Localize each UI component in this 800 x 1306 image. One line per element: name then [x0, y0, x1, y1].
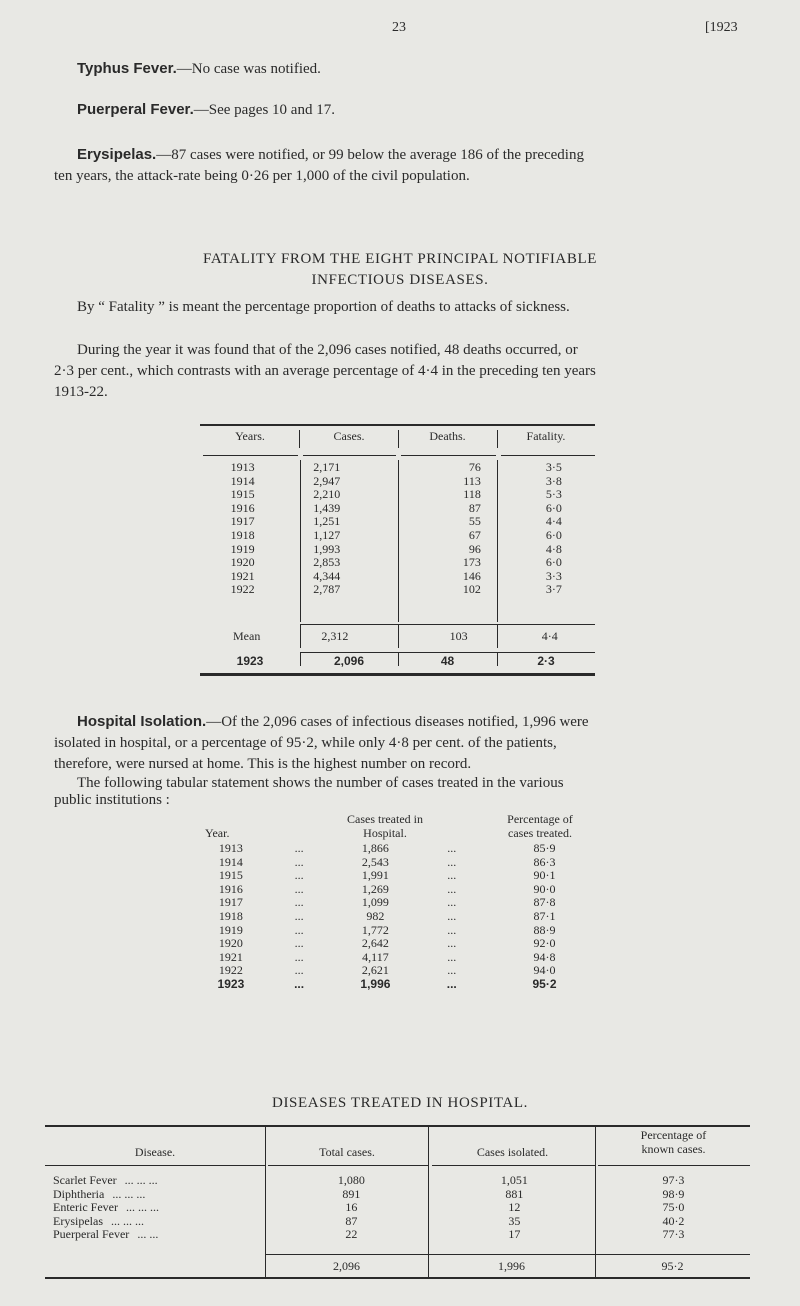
diseases-section-title: DISEASES TREATED IN HOSPITAL. [272, 1095, 528, 1111]
diseases-table-row: Scarlet Fever ... ... ... 1,080 1,051 97·3 [53, 1173, 685, 1187]
institutions-table-row: 1920 ... 2,642 ... 92·0 [218, 936, 556, 951]
header-cases-line2: Hospital. [363, 826, 407, 840]
diseases-total-row: 2,096 1,996 95·2 [333, 1259, 684, 1273]
fatality-definition: By “ Fatality ” is meant the percentage proportion of deaths to attacks of sickness. [77, 299, 570, 315]
typhus-heading: Typhus Fever. [77, 60, 177, 77]
fatality-total-row: 1923 2,096 48 2·3 [236, 654, 555, 668]
col-header-years: Years. [235, 429, 265, 443]
typhus-text: —No case was notified. [176, 61, 321, 77]
fatality-table-row: 1918 1,127 67 6·0 [230, 527, 562, 542]
fatality-summary-line1: During the year it was found that of the 2,096 cases notified, 48 deaths occurred, or [77, 342, 578, 358]
institutions-table-row: 1915 ... 1,991 ... 90·1 [218, 868, 556, 883]
fatality-title-line2: INFECTIOUS DISEASES. [311, 272, 489, 288]
institutions-table-row: 1922 ... 2,621 ... 94·0 [218, 963, 556, 978]
fatality-table-row: 1916 1,439 87 6·0 [230, 500, 562, 515]
diseases-col-disease: Disease. [134, 1145, 176, 1159]
puerperal-paragraph [77, 99, 757, 121]
institutions-table-row: 1919 ... 1,772 ... 88·9 [218, 922, 556, 937]
report-year: [1923 [705, 20, 738, 35]
fatality-summary-line3: 1913-22. [54, 384, 108, 400]
diseases-col-isolated: Cases isolated. [476, 1145, 549, 1159]
fatality-table-row: 1921 4,344 146 3·3 [230, 568, 562, 583]
erysipelas-text-line2: ten years, the attack-rate being 0·26 per 1,000 of the civil population. [54, 168, 470, 184]
col-header-fatality: Fatality. [526, 429, 566, 443]
institutions-intro: The following tabular statement shows the number of cases treated in the various public institutions : [54, 775, 564, 808]
fatality-section-title [0, 249, 800, 291]
header-pct-line1: Percentage of [507, 812, 573, 826]
diseases-table-row: Enteric Fever ... ... ... 16 12 75·0 [53, 1200, 685, 1215]
institutions-table-row: 1917 ... 1,099 ... 87·8 [218, 895, 556, 910]
header-year: Year. [205, 826, 230, 840]
erysipelas-paragraph [54, 144, 774, 187]
diseases-table-row: Puerperal Fever ... ... 22 17 77·3 [53, 1227, 685, 1242]
fatality-title-line1: FATALITY FROM THE EIGHT PRINCIPAL NOTIFIABLE [203, 251, 597, 267]
diseases-col-percentage: Percentage of known cases. [640, 1128, 707, 1156]
header-pct-line2: cases treated. [508, 826, 572, 840]
fatality-table-row: 1919 1,993 96 4·8 [230, 541, 562, 556]
hospital-isolation-heading: Hospital Isolation. [77, 713, 207, 730]
fatality-table-row: 1915 2,210 118 5·3 [230, 487, 562, 502]
fatality-table-row: 1913 2,171 76 3·5 [230, 460, 562, 474]
institutions-table-row: 1921 ... 4,117 ... 94·8 [218, 949, 556, 964]
hospital-isolation-paragraph: Hospital Isolation.—Of the 2,096 cases of infectious diseases notified, 1,996 were isolated in hospital, or a percentage of 95·2, while only 4·8 per cent. of the patients, therefore, were nursed at home. This is the highest number on record. [54, 713, 589, 772]
col-header-deaths: Deaths. [429, 429, 466, 443]
erysipelas-text-line1: —87 cases were notified, or 99 below the average 186 of the preceding [156, 147, 584, 163]
col-header-cases: Cases. [333, 429, 365, 443]
institutions-table-row: 1914 ... 2,543 ... 86·3 [218, 854, 556, 869]
fatality-table-row: 1920 2,853 173 6·0 [230, 555, 562, 570]
institutions-table-row: 1913 ... 1,866 ... 85·9 [218, 841, 556, 855]
puerperal-heading: Puerperal Fever. [77, 101, 194, 118]
puerperal-text: —See pages 10 and 17. [193, 102, 335, 118]
fatality-table-row: 1922 2,787 102 3·7 [230, 582, 562, 597]
page-number: 23 [392, 20, 406, 35]
header-cases-line1: Cases treated in [347, 812, 423, 826]
institutions-total-row: 1923 ... 1,996 ... 95·2 [217, 976, 557, 991]
diseases-col-total: Total cases. [319, 1145, 375, 1159]
diseases-table-row: Erysipelas ... ... ... 87 35 40·2 [53, 1213, 685, 1228]
fatality-mean-row: Mean 2,312 103 4·4 [233, 629, 558, 643]
fatality-summary [54, 340, 774, 403]
institutions-table-row: 1918 ... 982 ... 87·1 [218, 908, 556, 923]
institutions-table-row: 1916 ... 1,269 ... 90·0 [218, 881, 556, 896]
erysipelas-heading: Erysipelas. [77, 146, 157, 163]
fatality-summary-line2: 2·3 per cent., which contrasts with an average percentage of 4·4 in the preceding ten years [54, 363, 596, 379]
fatality-table-row: 1914 2,947 113 3·8 [230, 473, 562, 488]
typhus-paragraph [77, 58, 757, 80]
diseases-table-row: Diphtheria ... ... ... 891 881 98·9 [53, 1186, 685, 1201]
fatality-table-row: 1917 1,251 55 4·4 [230, 514, 562, 529]
